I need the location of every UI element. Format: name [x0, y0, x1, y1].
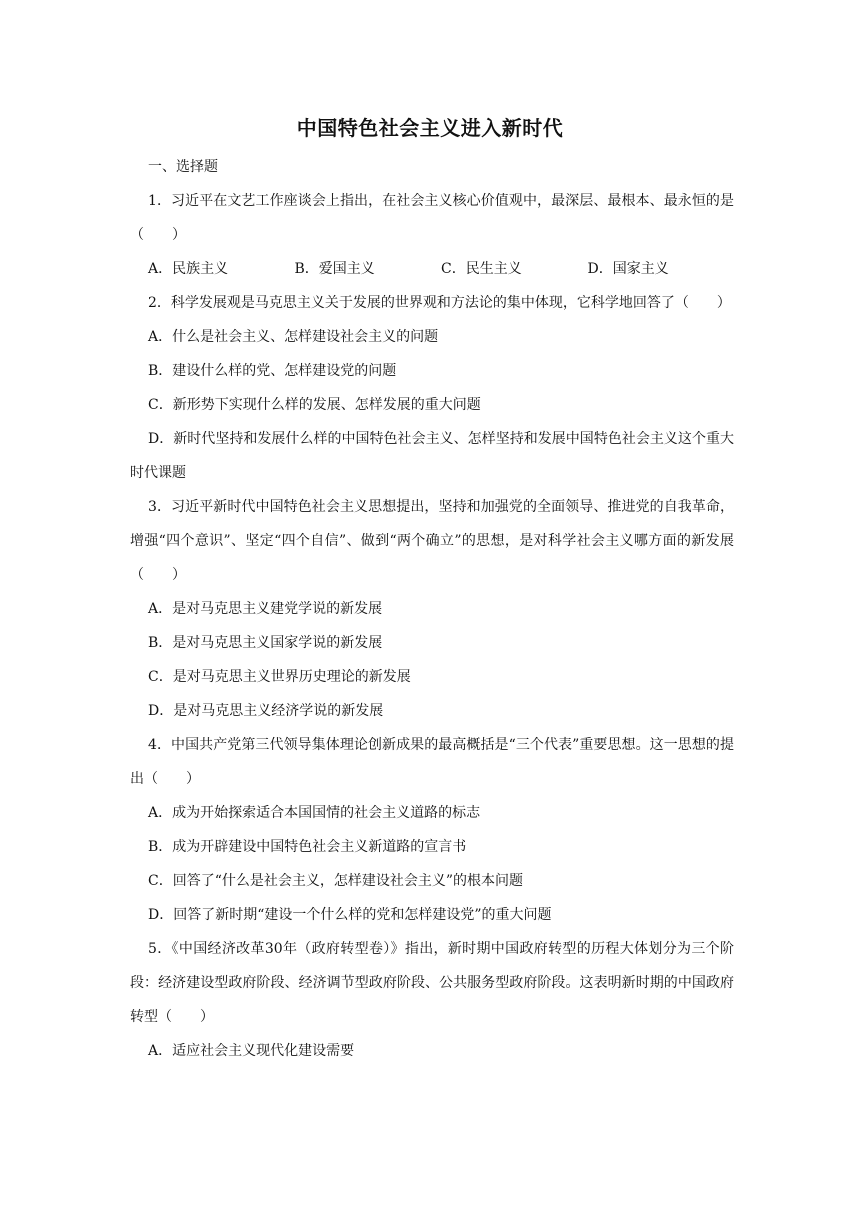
option-a: A．是对马克思主义建党学说的新发展: [148, 601, 383, 617]
option-a: A．民族主义: [148, 261, 229, 277]
question-3: [130, 490, 734, 728]
option-c: C．回答了“什么是社会主义，怎样建设社会主义”的根本问题: [148, 873, 524, 889]
section-heading: 一、选择题: [148, 159, 218, 175]
option-d: D．新时代坚持和发展什么样的中国特色社会主义、怎样坚持和发展中国特色社会主义这个重大时代课题: [130, 431, 734, 481]
option-b: B．爱国主义: [294, 261, 375, 277]
question-stem: 3．习近平新时代中国特色社会主义思想提出，坚持和加强党的全面领导、推进党的自我革命，增强“四个意识”、坚定“四个自信”、做到“两个确立”的思想，是对科学社会主义哪方面的新发展（ ）: [130, 499, 734, 583]
option-c: C．是对马克思主义世界历史理论的新发展: [148, 669, 411, 685]
option-d: D．是对马克思主义经济学说的新发展: [148, 703, 384, 719]
question-stem: 5．《中国经济改革30年（政府转型卷）》指出，新时期中国政府转型的历程大体划分为三个阶段：经济建设型政府阶段、经济调节型政府阶段、公共服务型政府阶段。这表明新时期的中国政府转型（ ）: [130, 941, 734, 1025]
option-b: B．成为开辟建设中国特色社会主义新道路的宣言书: [148, 839, 467, 855]
option-a: A．成为开始探索适合本国国情的社会主义道路的标志: [148, 805, 481, 821]
question-stem: 2．科学发展观是马克思主义关于发展的世界观和方法论的集中体现，它科学地回答了（ ）: [148, 295, 731, 311]
option-c: C．新形势下实现什么样的发展、怎样发展的重大问题: [148, 397, 481, 413]
options-row: [130, 252, 734, 286]
option-d: D．国家主义: [587, 261, 669, 277]
option-a: A．适应社会主义现代化建设需要: [148, 1043, 355, 1059]
question-4: [130, 728, 734, 932]
question-stem: 4．中国共产党第三代领导集体理论创新成果的最高概括是“三个代表”重要思想。这一思想的提出（ ）: [130, 737, 734, 787]
option-b: B．建设什么样的党、怎样建设党的问题: [148, 363, 397, 379]
option-a: A．什么是社会主义、怎样建设社会主义的问题: [148, 329, 439, 345]
question-stem: 1．习近平在文艺工作座谈会上指出，在社会主义核心价值观中，最深层、最根本、最永恒的是（ ）: [130, 193, 734, 243]
question-2: [130, 286, 734, 490]
option-c: C．民生主义: [441, 261, 522, 277]
question-1: [130, 184, 734, 286]
document-title: 中国特色社会主义进入新时代: [296, 116, 564, 140]
document-body: [130, 150, 734, 1068]
option-b: B．是对马克思主义国家学说的新发展: [148, 635, 383, 651]
option-d: D．回答了新时期“建设一个什么样的党和怎样建设党”的重大问题: [148, 907, 552, 923]
question-5: [130, 932, 734, 1068]
